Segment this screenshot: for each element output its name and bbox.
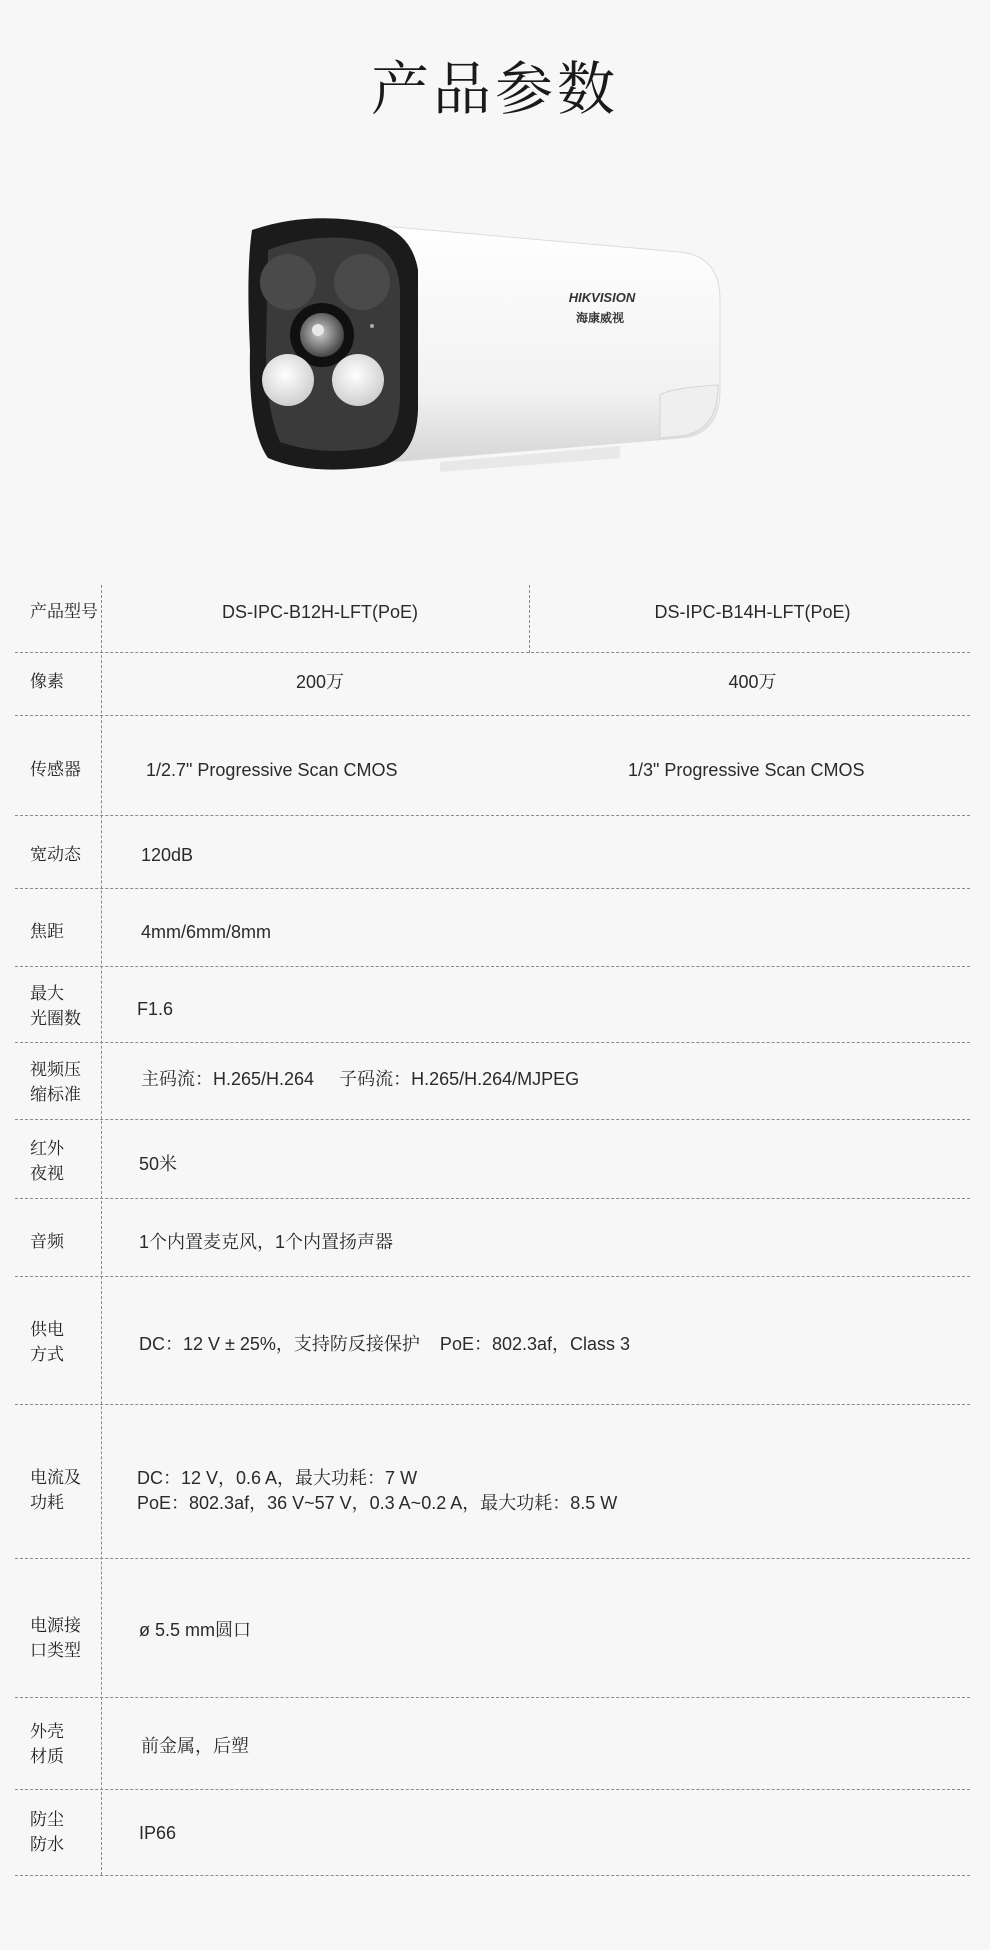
spec-label: 宽动态 [30,845,81,865]
led-light-icon [332,354,384,406]
spec-label: 外壳 材质 [30,1722,64,1767]
spec-label: 最大 光圈数 [30,984,81,1029]
spec-label: 电源接 口类型 [30,1616,81,1661]
spec-value-sensor-1: 1/2.7" Progressive Scan CMOS [146,760,398,780]
spec-value-protection: IP66 [139,1823,177,1843]
spec-value-aperture: F1.6 [137,999,174,1019]
spec-label: 传感器 [30,760,81,780]
page-title: 产品参数 [370,55,619,123]
spec-value-sensor-2: 1/3" Progressive Scan CMOS [628,760,865,780]
spec-label: 产品型号 [30,602,98,622]
spec-label: 红外 夜视 [30,1139,64,1184]
spec-value-connector: ø 5.5 mm圆口 [139,1620,252,1640]
spec-label: 音频 [30,1232,64,1252]
camera-product-image [240,210,730,480]
spec-value-pixels-2: 400万 [728,672,777,692]
spec-label: 焦距 [30,922,64,942]
brand-logo-cn: 海康威视 [575,311,625,325]
brand-logo: HIKVISION [568,290,636,305]
spec-value-model-1: DS-IPC-B12H-LFT(PoE) [221,602,419,622]
spec-value-consumption: DC：12 V，0.6 A，最大功耗：7 W PoE：802.3af，36 V~57 V，0.3 A~0.2 A，最大功耗：8.5 W [137,1468,618,1513]
spec-label: 像素 [30,672,64,692]
spec-value-focal: 4mm/6mm/8mm [141,922,271,942]
spec-value-ir: 50米 [139,1154,178,1174]
spec-label: 防尘 防水 [30,1810,64,1855]
led-light-icon [262,354,314,406]
spec-value-compression: 主码流：H.265/H.264 子码流：H.265/H.264/MJPEG [141,1069,580,1089]
spec-value-model-2: DS-IPC-B14H-LFT(PoE) [654,602,851,622]
spec-value-wdr: 120dB [141,845,194,865]
spec-value-audio: 1个内置麦克风，1个内置扬声器 [139,1232,394,1252]
spec-label: 电流及 功耗 [30,1468,81,1513]
spec-label: 视频压 缩标准 [30,1060,81,1105]
spec-label: 供电 方式 [30,1320,64,1365]
spec-value-pixels-1: 200万 [295,672,345,692]
spec-value-power: DC：12 V ± 25%，支持防反接保护 PoE：802.3af，Class 3 [139,1334,631,1354]
spec-value-housing: 前金属，后塑 [141,1736,249,1756]
